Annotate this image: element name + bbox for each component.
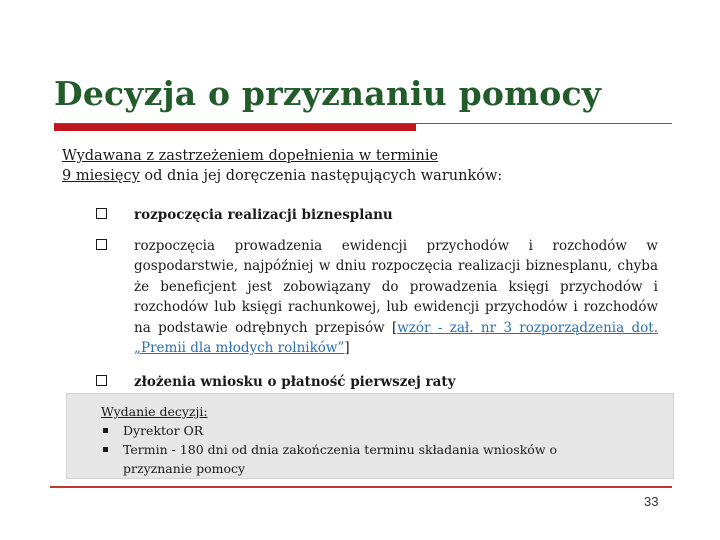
page-number: 33 (644, 494, 659, 509)
condition-text: rozpoczęcia realizacji biznesplanu (134, 207, 393, 223)
footer-divider (50, 486, 672, 488)
hollow-square-bullet-icon (96, 239, 107, 250)
intro-paragraph (62, 146, 662, 186)
decision-item-text: Dyrektor OR (123, 423, 204, 438)
hollow-square-bullet-icon (96, 375, 107, 386)
filled-square-bullet-icon (103, 447, 108, 452)
condition-text (134, 236, 658, 359)
intro-deadline: 9 miesięcy (62, 168, 140, 184)
regulation-link[interactable]: wzór - zał. nr 3 rozporządzenia dot. „Premii dla młodych rolników” (134, 319, 658, 356)
decision-item-text: Termin - 180 dni od dnia zakończenia terminu składania wniosków o przyznanie pomocy (123, 442, 558, 476)
decision-content (101, 402, 573, 478)
condition-item (96, 205, 658, 226)
condition-text: złożenia wniosku o płatność pierwszej raty (134, 374, 456, 390)
condition-item (96, 236, 658, 359)
intro-line-1: Wydawana z zastrzeżeniem dopełnienia w terminie (62, 148, 439, 164)
condition-text-main: rozpoczęcia prowadzenia ewidencji przychodów i rozchodów w gospodarstwie, najpóźniej w dniu rozpoczęcia realizacji biznesplanu, chyba że beneficjent jest zobowiązany do prowadzenia księgi przychodów i rozchodów lub księgi rachunkowej, lub ewidencji przychodów i rozchodów na podstawie odrębnych przepisów [ (134, 237, 658, 336)
slide-title: Decyzja o przyznaniu pomocy (54, 74, 602, 113)
filled-square-bullet-icon (103, 428, 108, 433)
decision-heading: Wydanie decyzji: (101, 404, 208, 419)
decision-item (101, 421, 573, 440)
condition-text-close: ] (344, 340, 350, 356)
condition-item (96, 372, 696, 393)
intro-line-2-rest: od dnia jej doręczenia następujących warunków: (139, 168, 503, 184)
hollow-square-bullet-icon (96, 208, 107, 219)
conditions-list (96, 205, 658, 390)
title-underline-accent (54, 124, 416, 131)
decision-item (101, 440, 573, 478)
decision-info-box (66, 393, 674, 479)
